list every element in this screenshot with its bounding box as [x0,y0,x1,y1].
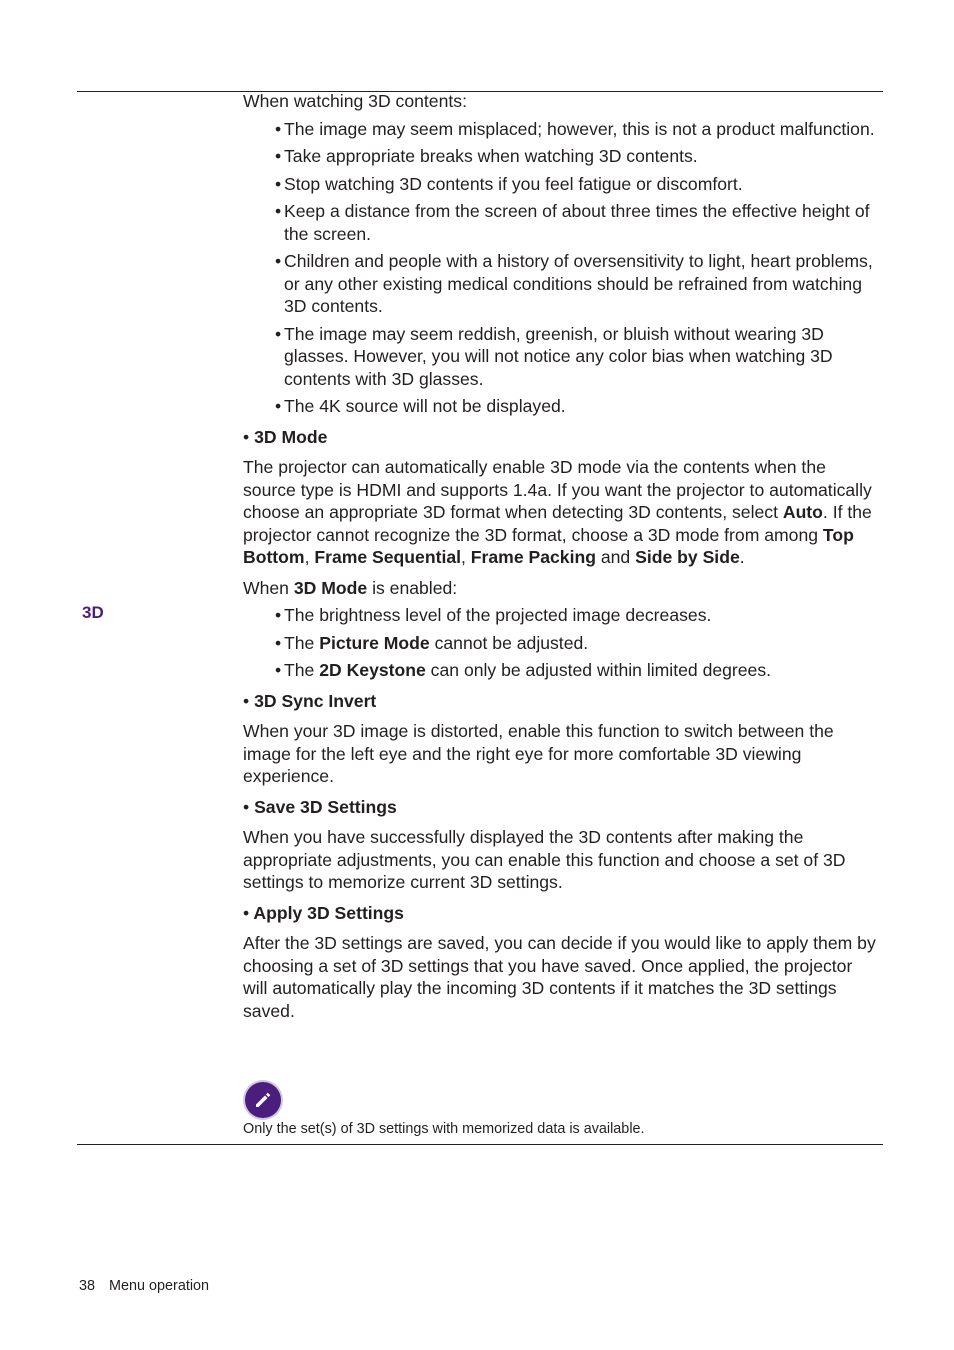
list-item: • The 2D Keystone can only be adjusted within limited degrees. [275,660,772,680]
list-item: • The brightness level of the projected image decreases. [275,605,712,625]
warning-list [243,118,878,418]
heading-save-3d-settings: • Save 3D Settings [243,796,397,817]
bottom-divider [77,1144,883,1145]
section-content [243,90,878,1022]
footer-section-title: Menu operation [109,1278,210,1294]
list-item: • Stop watching 3D contents if you feel fatigue or discomfort. [275,173,743,194]
list-item: • Take appropriate breaks when watching 3D contents. [275,146,698,166]
3d-sync-invert-description: When your 3D image is distorted, enable this function to switch between the image for the left eye and the right eye for more comfortable 3D viewing experience. [243,721,834,786]
note-text: Only the set(s) of 3D settings with memorized data is available. [243,1121,645,1137]
pencil-icon [245,1082,281,1118]
list-item: • The image may seem misplaced; however, this is not a product malfunction. [275,118,875,139]
3d-mode-effects-list [243,604,878,682]
save-3d-settings-description: When you have successfully displayed the 3D contents after making the appropriate adjustments, you can enable this function and choose a set of 3D settings to memorize current 3D settings. [243,827,846,892]
page-number: 38 [79,1278,96,1294]
list-item: • The image may seem reddish, greenish, or bluish without wearing 3D glasses. However, you will not notice any color bias when watching 3D contents with 3D glasses. [275,323,833,389]
heading-3d-mode: • 3D Mode [243,426,328,447]
3d-mode-description: The projector can automatically enable 3D mode via the contents when the source type is HDMI and supports 1.4a. If you want the projector to automatically choose an appropriate 3D format when detecting 3D contents, select Auto. If the projector cannot recognize the 3D format, choose a 3D mode from among Top Bottom, Frame Sequential, Frame Packing and Side by Side. [243,457,872,567]
3d-mode-enabled-text: When 3D Mode is enabled: [243,577,458,598]
section-label: 3D [82,603,104,622]
list-item: • Children and people with a history of oversensitivity to light, heart problems, or any other existing medical conditions should be refrained from watching 3D contents. [275,251,873,316]
apply-3d-settings-description: After the 3D settings are saved, you can decide if you would like to apply them by choosing a set of 3D settings that you have saved. Once applied, the projector will automatically play the incoming 3D contents if it matches the 3D settings saved. [243,933,876,1021]
list-item: • Keep a distance from the screen of about three times the effective height of the screen. [275,201,870,244]
list-item: • The Picture Mode cannot be adjusted. [275,632,589,653]
heading-apply-3d-settings: • Apply 3D Settings [243,902,404,923]
list-item: • The 4K source will not be displayed. [275,396,566,416]
intro-text: When watching 3D contents: [243,91,467,111]
heading-3d-sync-invert: • 3D Sync Invert [243,690,377,711]
page-footer [79,1278,209,1294]
